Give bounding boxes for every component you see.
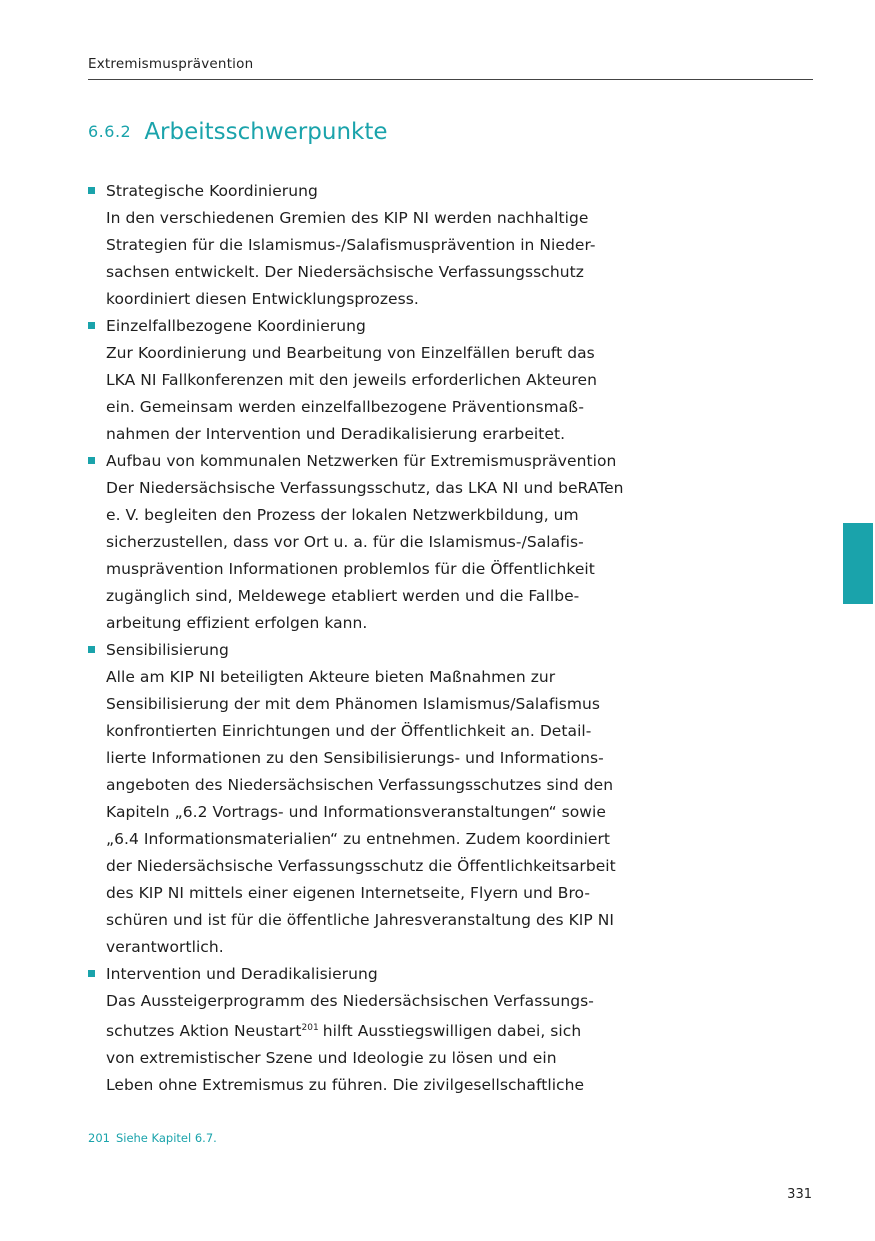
item-text-line: des KIP NI mittels einer eigenen Internetseite, Flyern und Bro- xyxy=(106,884,591,902)
item-text-line: verantwortlich. xyxy=(106,938,224,956)
bullet-square-icon xyxy=(88,646,95,653)
work-focus-list xyxy=(88,178,633,1099)
item-text-line: angeboten des Niedersächsischen Verfassungsschutzes sind den xyxy=(106,776,614,794)
item-text-line: nahmen der Intervention und Deradikalisierung erarbeitet. xyxy=(106,425,566,443)
footnote-number: 201 xyxy=(88,1131,110,1145)
item-text-line: Zur Koordinierung und Bearbeitung von Einzelfällen beruft das xyxy=(106,344,595,362)
item-text-line: schüren und ist für die öffentliche Jahresveranstaltung des KIP NI xyxy=(106,911,615,929)
page-number: 331 xyxy=(787,1187,812,1202)
list-item xyxy=(88,961,633,1099)
running-header xyxy=(88,56,813,72)
item-title: Aufbau von kommunalen Netzwerken für Extremismusprävention xyxy=(106,452,617,470)
section-heading xyxy=(88,119,388,145)
item-text-line: Leben ohne Extremismus zu führen. Die zivilgesellschaftliche xyxy=(106,1076,585,1094)
item-title: Strategische Koordinierung xyxy=(106,182,318,200)
item-text-line: zugänglich sind, Meldewege etabliert werden und die Fallbe- xyxy=(106,587,580,605)
item-text-line: Sensibilisierung der mit dem Phänomen Islamismus/Salafismus xyxy=(106,695,600,713)
item-text-line: konfrontierten Einrichtungen und der Öffentlichkeit an. Detail- xyxy=(106,722,592,740)
section-title: Arbeitsschwerpunkte xyxy=(144,119,388,145)
footnote-text: Siehe Kapitel 6.7. xyxy=(115,1131,217,1145)
item-text-line: musprävention Informationen problemlos für die Öffentlichkeit xyxy=(106,560,595,578)
bullet-square-icon xyxy=(88,322,95,329)
bullet-square-icon xyxy=(88,970,95,977)
list-item xyxy=(88,448,633,637)
item-text-line: koordiniert diesen Entwicklungsprozess. xyxy=(106,290,419,308)
running-header-title: Extremismusprävention xyxy=(88,56,254,72)
item-text-line: Kapiteln „6.2 Vortrags- und Informationsveranstaltungen“ sowie xyxy=(106,803,606,821)
item-text-line: sachsen entwickelt. Der Niedersächsische Verfassungsschutz xyxy=(106,263,584,281)
item-title: Einzelfallbezogene Koordinierung xyxy=(106,317,366,335)
list-item xyxy=(88,313,633,448)
item-text-line: Alle am KIP NI beteiligten Akteure bieten Maßnahmen zur xyxy=(106,668,556,686)
item-text-line: Der Niedersächsische Verfassungsschutz, das LKA NI und beRATen xyxy=(106,479,624,497)
footnote xyxy=(88,1131,223,1145)
bullet-square-icon xyxy=(88,187,95,194)
item-text-line-with-footnote xyxy=(106,1015,633,1045)
item-text-line: von extremistischer Szene und Ideologie zu lösen und ein xyxy=(106,1049,557,1067)
footnote-reference[interactable]: 201 xyxy=(301,1023,319,1033)
item-text-line: lierte Informationen zu den Sensibilisierungs- und Informations- xyxy=(106,749,604,767)
item-text-line: Das Aussteigerprogramm des Niedersächsischen Verfassungs- xyxy=(106,992,594,1010)
item-text-line: sicherzustellen, dass vor Ort u. a. für die Islamismus-/Salafis- xyxy=(106,533,584,551)
list-item xyxy=(88,637,633,961)
item-text-segment: hilft Ausstiegswilligen dabei, sich xyxy=(322,1022,582,1040)
item-text-line: In den verschiedenen Gremien des KIP NI werden nachhaltige xyxy=(106,209,589,227)
item-text-line: Strategien für die Islamismus-/Salafismusprävention in Nieder- xyxy=(106,236,596,254)
item-text-line: der Niedersächsische Verfassungsschutz die Öffentlichkeitsarbeit xyxy=(106,857,616,875)
bullet-square-icon xyxy=(88,457,95,464)
section-number: 6.6.2 xyxy=(88,122,132,141)
header-rule xyxy=(88,79,813,80)
chapter-side-tab xyxy=(843,523,873,604)
item-text-line: ein. Gemeinsam werden einzelfallbezogene Präventionsmaß- xyxy=(106,398,585,416)
item-text-line: e. V. begleiten den Prozess der lokalen Netzwerkbildung, um xyxy=(106,506,579,524)
list-item xyxy=(88,178,633,313)
item-title: Sensibilisierung xyxy=(106,641,229,659)
item-title: Intervention und Deradikalisierung xyxy=(106,965,378,983)
item-text-line: LKA NI Fallkonferenzen mit den jeweils erforderlichen Akteuren xyxy=(106,371,597,389)
item-text-line: arbeitung effizient erfolgen kann. xyxy=(106,614,368,632)
item-text-segment: schutzes Aktion Neustart xyxy=(106,1022,302,1040)
item-text-line: „6.4 Informationsmaterialien“ zu entnehmen. Zudem koordiniert xyxy=(106,830,611,848)
